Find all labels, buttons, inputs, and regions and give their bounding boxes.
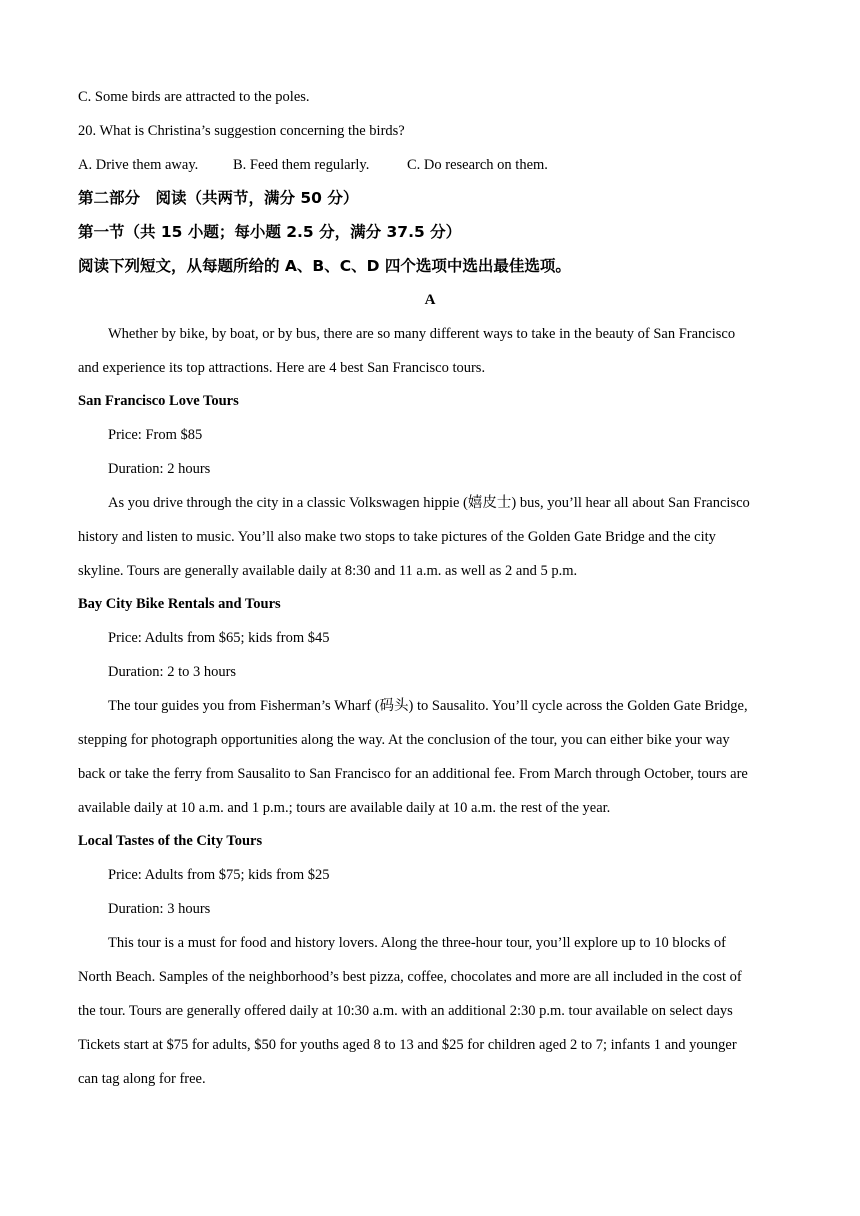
tour-price: Price: Adults from $65; kids from $45 <box>108 630 330 646</box>
tour-description-line: back or take the ferry from Sausalito to San Francisco for an additional fee. From March through October, tours are <box>78 766 748 782</box>
passage-intro-line: and experience its top attractions. Here are 4 best San Francisco tours. <box>78 360 486 376</box>
tour-description-line: skyline. Tours are generally available daily at 8:30 and 11 a.m. as well as 2 and 5 p.m. <box>78 563 578 579</box>
tour-description-line: Tickets start at $75 for adults, $50 for youths aged 8 to 13 and $25 for children aged 2 to 7; infants 1 and younger <box>78 1037 737 1053</box>
question-19-option-c: C. Some birds are attracted to the poles. <box>78 89 310 105</box>
section-title: 第一节（共 15 小题；每小题 2.5 分，满分 37.5 分） <box>78 223 462 241</box>
tour-duration: Duration: 2 to 3 hours <box>108 664 237 680</box>
tour-description-line: stepping for photograph opportunities along the way. At the conclusion of the tour, you can either bike your way <box>78 732 730 748</box>
tour-title: Local Tastes of the City Tours <box>78 833 263 849</box>
part-title: 第二部分 阅读（共两节，满分 50 分） <box>78 189 359 207</box>
tour-description-line: the tour. Tours are generally offered daily at 10:30 a.m. with an additional 2:30 p.m. tour available on select days <box>78 1003 733 1019</box>
tour-description-line: As you drive through the city in a classic Volkswagen hippie (嬉皮士) bus, you’ll hear all about San Francisco <box>108 495 750 511</box>
tour-duration: Duration: 3 hours <box>108 901 211 917</box>
tour-title: San Francisco Love Tours <box>78 393 239 409</box>
tour-description-line: can tag along for free. <box>78 1071 206 1087</box>
tour-description-line: history and listen to music. You’ll also make two stops to take pictures of the Golden Gate Bridge and the city <box>78 529 716 545</box>
tour-price: Price: From $85 <box>108 427 203 443</box>
tour-duration: Duration: 2 hours <box>108 461 211 477</box>
question-20-option-a: A. Drive them away. <box>78 157 199 173</box>
tour-description-line: This tour is a must for food and history lovers. Along the three-hour tour, you’ll explore up to 10 blocks of <box>108 935 726 951</box>
question-20-option-c: C. Do research on them. <box>407 157 548 173</box>
passage-label: A <box>424 292 436 308</box>
question-20-option-b: B. Feed them regularly. <box>233 157 370 173</box>
tour-title: Bay City Bike Rentals and Tours <box>78 596 281 612</box>
question-20-stem: 20. What is Christina’s suggestion concerning the birds? <box>78 123 405 139</box>
tour-description-line: North Beach. Samples of the neighborhood’s best pizza, coffee, chocolates and more are all included in the cost of <box>78 969 742 985</box>
passage-intro-line: Whether by bike, by boat, or by bus, there are so many different ways to take in the beauty of San Francisco <box>108 326 736 342</box>
section-instruction: 阅读下列短文，从每题所给的 A、B、C、D 四个选项中选出最佳选项。 <box>78 257 571 275</box>
tour-description-line: The tour guides you from Fisherman’s Wharf (码头) to Sausalito. You’ll cycle across the Golden Gate Bridge, <box>108 698 748 714</box>
tour-description-line: available daily at 10 a.m. and 1 p.m.; tours are available daily at 10 a.m. the rest of the year. <box>78 800 611 816</box>
tour-price: Price: Adults from $75; kids from $25 <box>108 867 330 883</box>
